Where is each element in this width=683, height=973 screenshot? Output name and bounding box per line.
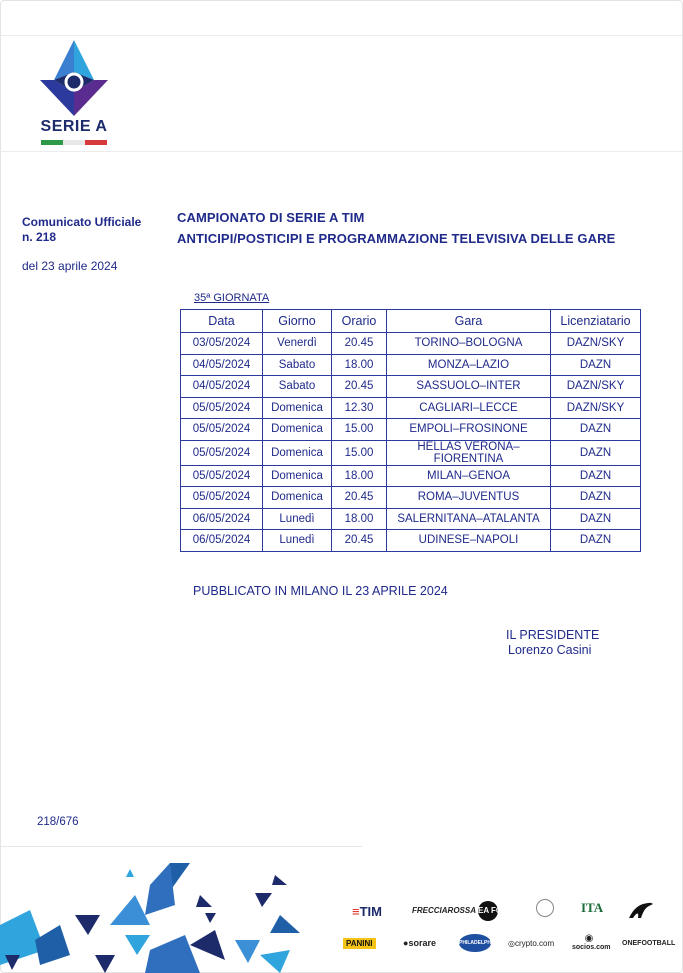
cell-match: ROMA–JUVENTUS [387,487,551,509]
cell-date: 06/05/2024 [181,530,263,552]
cell-date: 04/05/2024 [181,354,263,376]
header-bottom-divider [0,151,683,152]
cell-time: 20.45 [332,530,387,552]
cell-day: Lunedì [263,530,332,552]
cell-match: MILAN–GENOA [387,465,551,487]
logo-text: SERIE A [40,118,108,135]
cell-day: Sabato [263,376,332,398]
title-line-1: CAMPIONATO DI SERIE A TIM [177,210,365,225]
table-row [181,354,641,376]
cell-date: 04/05/2024 [181,376,263,398]
serie-a-emblem-icon [34,38,114,118]
table-row [181,419,641,441]
cell-time: 15.00 [332,440,387,465]
cell-match: SASSUOLO–INTER [387,376,551,398]
decorative-triangles [0,855,330,973]
table-row [181,508,641,530]
cell-broadcaster: DAZN [551,354,641,376]
socios-logo: ◉ socios.com [572,933,611,951]
socios-mark-icon: ◉ [584,933,594,944]
serie-a-logo [34,38,114,148]
table-row [181,376,641,398]
tim-mark-icon: ≡ [352,904,360,919]
government-emblem-icon [536,899,554,917]
cell-time: 20.45 [332,487,387,509]
round-label: 35ª GIORNATA [194,292,270,304]
philadelphia-logo: PHILADELPHIA [459,934,491,952]
crypto-com-mark-icon: ◎ [508,939,515,948]
communique-label: Comunicato Ufficiale [22,215,142,229]
title-line-2: ANTICIPI/POSTICIPI E PROGRAMMAZIONE TELEVISIVA DELLE GARE [177,231,616,246]
cell-day: Venerdì [263,333,332,355]
cell-time: 18.00 [332,508,387,530]
cell-day: Sabato [263,354,332,376]
ea-fc-logo: EA FC [478,901,498,921]
cell-time: 15.00 [332,419,387,441]
cell-match: EMPOLI–FROSINONE [387,419,551,441]
crypto-com-logo: ◎crypto.com [508,939,555,948]
page-number: 218/676 [37,816,79,828]
table-row [181,397,641,419]
cell-day: Domenica [263,487,332,509]
cell-match: UDINESE–NAPOLI [387,530,551,552]
cell-time: 18.00 [332,465,387,487]
cell-match: SALERNITANA–ATALANTA [387,508,551,530]
cell-date: 06/05/2024 [181,508,263,530]
table-row [181,465,641,487]
column-header-licenziatario: Licenziatario [551,310,641,333]
cell-broadcaster: DAZN/SKY [551,397,641,419]
table-row [181,487,641,509]
cell-time: 18.00 [332,354,387,376]
cell-day: Domenica [263,419,332,441]
cell-broadcaster: DAZN/SKY [551,333,641,355]
cell-broadcaster: DAZN [551,487,641,509]
table-row [181,440,641,465]
cell-time: 20.45 [332,333,387,355]
column-header-orario: Orario [332,310,387,333]
cell-match: CAGLIARI–LECCE [387,397,551,419]
frecciarossa-logo: FRECCIAROSSA [412,906,477,915]
cell-time: 20.45 [332,376,387,398]
sorare-logo: ●sorare [403,938,436,948]
cell-date: 05/05/2024 [181,397,263,419]
published-notice: PUBBLICATO IN MILANO IL 23 APRILE 2024 [193,584,448,598]
cell-date: 03/05/2024 [181,333,263,355]
cell-date: 05/05/2024 [181,440,263,465]
cell-broadcaster: DAZN/SKY [551,376,641,398]
table-row [181,333,641,355]
column-header-gara: Gara [387,310,551,333]
cell-time: 12.30 [332,397,387,419]
signature-role: IL PRESIDENTE [506,628,600,642]
communique-number: n. 218 [22,230,57,244]
cell-day: Domenica [263,465,332,487]
cell-date: 05/05/2024 [181,419,263,441]
table-header-row [181,310,641,333]
ita-logo: ITA [581,900,604,915]
column-header-data: Data [181,310,263,333]
schedule-table [180,309,641,552]
cell-match: HELLAS VERONA–FIORENTINA [387,440,551,465]
cell-date: 05/05/2024 [181,465,263,487]
cell-broadcaster: DAZN [551,440,641,465]
puma-logo-icon [627,900,655,920]
panini-logo: PANINI [343,938,376,949]
sorare-mark-icon: ● [403,938,409,948]
italian-flag-stripe [41,140,107,145]
cell-broadcaster: DAZN [551,508,641,530]
header-top-divider [0,35,683,36]
cell-day: Domenica [263,397,332,419]
footer-divider [0,846,362,847]
cell-broadcaster: DAZN [551,530,641,552]
cell-day: Lunedì [263,508,332,530]
cell-day: Domenica [263,440,332,465]
cell-date: 05/05/2024 [181,487,263,509]
cell-match: TORINO–BOLOGNA [387,333,551,355]
column-header-giorno: Giorno [263,310,332,333]
signature-name: Lorenzo Casini [508,643,592,657]
cell-broadcaster: DAZN [551,419,641,441]
cell-broadcaster: DAZN [551,465,641,487]
onefootball-logo: ONEFOOTBALL [622,940,676,947]
tim-logo: ≡TIM [352,904,382,919]
communique-date: del 23 aprile 2024 [22,259,118,273]
cell-match: MONZA–LAZIO [387,354,551,376]
table-row [181,530,641,552]
